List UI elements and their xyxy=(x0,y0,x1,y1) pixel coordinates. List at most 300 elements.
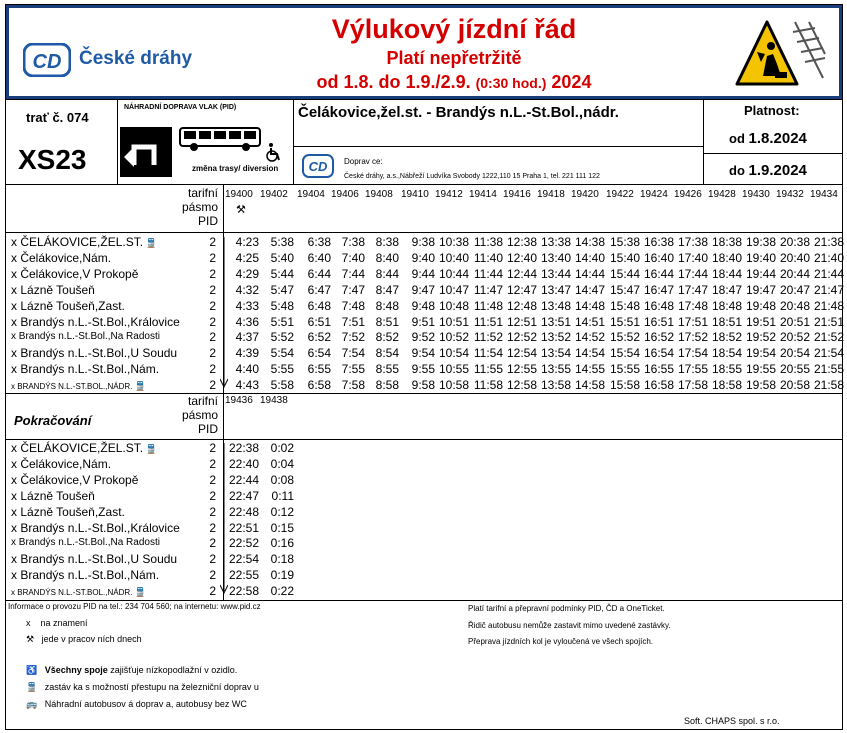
departure-time: 15:40 xyxy=(609,250,640,265)
stop-name: x BRANDÝS N.L.-ST.BOL.,NÁDR. 🚆 xyxy=(11,381,147,392)
legend-workdays: ⚒ jede v pracov ních dnech xyxy=(26,634,142,644)
train-number: 19420 xyxy=(571,189,599,200)
departure-time: 5:47 xyxy=(270,282,294,297)
departure-time: 21:58 xyxy=(813,378,844,393)
departure-time: 0:18 xyxy=(270,552,294,567)
tariff-zone: 2 xyxy=(209,298,216,313)
stop-name: x Čelákovice,Nám. xyxy=(11,456,112,471)
departure-time: 15:54 xyxy=(609,346,640,361)
workday-icon: ⚒ xyxy=(236,204,246,216)
bus-small-icon: 🚌 xyxy=(26,699,38,709)
departure-time: 8:38 xyxy=(375,235,399,249)
departure-time: 14:48 xyxy=(574,298,605,313)
departure-time: 17:54 xyxy=(677,346,708,361)
departure-time: 5:38 xyxy=(270,235,294,249)
departure-time: 15:44 xyxy=(609,266,640,281)
brand-name: České dráhy xyxy=(79,48,193,69)
departure-time: 14:54 xyxy=(574,346,605,361)
departure-time: 15:48 xyxy=(609,298,640,313)
train-transfer-icon: 🚆 xyxy=(143,444,157,454)
departure-time: 19:52 xyxy=(745,330,776,345)
departure-time: 6:47 xyxy=(307,282,331,297)
train-number: 19436 xyxy=(225,395,253,406)
departure-time: 11:48 xyxy=(473,298,503,313)
departure-time: 13:48 xyxy=(540,298,571,313)
departure-time: 22:38 xyxy=(228,441,259,455)
tariff-zone: 2 xyxy=(209,536,216,551)
legend-request-stop: x na znamení xyxy=(26,618,88,628)
stop-name: x ČELÁKOVICE,ŽEL.ST. 🚆 xyxy=(11,441,157,455)
departure-time: 16:48 xyxy=(643,298,674,313)
departure-time: 19:48 xyxy=(745,298,776,313)
departure-time: 18:48 xyxy=(711,298,742,313)
departure-time: 20:38 xyxy=(779,235,810,249)
software-credit: Soft. CHAPS spol. s r.o. xyxy=(684,716,780,726)
departure-time: 13:38 xyxy=(540,235,571,249)
departure-time: 13:54 xyxy=(540,346,571,361)
departure-time: 5:54 xyxy=(270,346,294,361)
departure-time: 8:47 xyxy=(375,282,399,297)
train-number: 19432 xyxy=(776,189,804,200)
departure-time: 14:44 xyxy=(574,266,605,281)
departure-time: 20:47 xyxy=(779,282,810,297)
departure-time: 16:40 xyxy=(643,250,674,265)
train-transfer-icon: 🚆 xyxy=(132,381,147,392)
departure-time: 6:44 xyxy=(307,266,331,281)
departure-time: 10:47 xyxy=(438,282,469,297)
diversion-sign-icon xyxy=(120,127,172,177)
replacement-label: NÁHRADNÍ DOPRAVA VLAK (PID) xyxy=(124,104,237,111)
departure-time: 20:54 xyxy=(779,346,810,361)
departure-time: 10:40 xyxy=(438,250,469,265)
departure-time: 12:55 xyxy=(506,362,537,377)
departure-time: 14:40 xyxy=(574,250,605,265)
departure-time: 0:12 xyxy=(270,504,294,519)
departure-time: 0:16 xyxy=(270,536,294,551)
departure-time: 13:44 xyxy=(540,266,571,281)
departure-time: 19:55 xyxy=(745,362,776,377)
tariff-zone: 2 xyxy=(209,441,216,455)
departure-time: 17:44 xyxy=(677,266,708,281)
departure-time: 10:51 xyxy=(438,314,469,329)
departure-time: 11:52 xyxy=(473,330,503,345)
cd-logo-icon xyxy=(23,43,71,77)
departure-time: 7:44 xyxy=(341,266,365,281)
validity-label: Platnost: xyxy=(744,103,800,118)
departure-time: 19:51 xyxy=(745,314,776,329)
diversion-label: změna trasy/ diversion xyxy=(192,164,279,173)
departure-time: 4:33 xyxy=(235,298,259,313)
page-subtitle: Platí nepřetržitě xyxy=(386,48,522,68)
departure-time: 0:19 xyxy=(270,568,294,583)
departure-time: 12:38 xyxy=(506,235,537,249)
departure-time: 21:52 xyxy=(813,330,844,345)
tariff-zone: 2 xyxy=(209,504,216,519)
departure-time: 18:40 xyxy=(711,250,742,265)
train-number: 19438 xyxy=(260,395,288,406)
departure-time: 21:38 xyxy=(813,235,844,249)
departure-time: 18:44 xyxy=(711,266,742,281)
departure-time: 12:44 xyxy=(506,266,537,281)
departure-time: 10:48 xyxy=(438,298,469,313)
stop-name: x Brandýs n.L.-St.Bol.,Nám. xyxy=(11,362,160,377)
departure-time: 7:51 xyxy=(341,314,365,329)
train-transfer-icon: 🚆 xyxy=(132,587,147,598)
departure-time: 22:54 xyxy=(228,552,259,567)
departure-time: 5:51 xyxy=(270,314,294,329)
departure-time: 17:48 xyxy=(677,298,708,313)
stop-name: x Brandýs n.L.-St.Bol.,Královice xyxy=(11,520,180,535)
direction-arrow-icon xyxy=(220,443,228,600)
departure-time: 11:54 xyxy=(473,346,503,361)
tariff-zone: 2 xyxy=(209,456,216,471)
stop-name: x Brandýs n.L.-St.Bol.,Královice xyxy=(11,314,180,329)
departure-time: 16:52 xyxy=(643,330,674,345)
departure-time: 11:51 xyxy=(473,314,503,329)
departure-time: 11:47 xyxy=(473,282,503,297)
departure-time: 8:54 xyxy=(375,346,399,361)
departure-time: 6:40 xyxy=(307,250,331,265)
departure-time: 10:55 xyxy=(438,362,469,377)
departure-time: 17:58 xyxy=(677,378,708,393)
departure-time: 6:54 xyxy=(307,346,331,361)
bike-note: Přeprava jízdních kol je vyloučená ve všech spojích. xyxy=(468,637,653,646)
tariff-zone: 2 xyxy=(209,250,216,265)
departure-time: 17:40 xyxy=(677,250,708,265)
departure-time: 14:47 xyxy=(574,282,605,297)
departure-time: 17:47 xyxy=(677,282,708,297)
departure-time: 19:38 xyxy=(745,235,776,249)
departure-time: 6:38 xyxy=(307,235,331,249)
line-number: XS23 xyxy=(18,144,87,175)
header xyxy=(6,5,842,99)
departure-time: 14:58 xyxy=(574,378,605,393)
departure-time: 9:51 xyxy=(411,314,435,329)
tariff-zone: 2 xyxy=(209,346,216,361)
svg-text:CD: CD xyxy=(308,159,328,174)
tariff-zone: 2 xyxy=(209,362,216,377)
departure-time: 17:52 xyxy=(677,330,708,345)
train-number: 19424 xyxy=(640,189,668,200)
departure-time: 15:47 xyxy=(609,282,640,297)
departure-time: 20:51 xyxy=(779,314,810,329)
departure-time: 16:55 xyxy=(643,362,674,377)
valid-from: od 1.8.2024 xyxy=(729,130,807,147)
departure-time: 10:44 xyxy=(438,266,469,281)
departure-time: 9:47 xyxy=(411,282,435,297)
departure-time: 15:38 xyxy=(609,235,640,249)
pid-info: Informace o provozu PID na tel.: 234 704 560; na internetu: www.pid.cz xyxy=(8,602,261,611)
departure-time: 9:54 xyxy=(411,346,435,361)
departure-time: 18:38 xyxy=(711,235,742,249)
departure-time: 13:55 xyxy=(540,362,571,377)
departure-time: 20:58 xyxy=(779,378,810,393)
stop-name: x Lázně Toušeň,Zast. xyxy=(11,298,125,313)
departure-time: 8:55 xyxy=(375,362,399,377)
stop-name: x Brandýs n.L.-St.Bol.,U Soudu xyxy=(11,552,178,567)
departure-time: 5:44 xyxy=(270,266,294,281)
tariff-zone: 2 xyxy=(209,378,216,393)
departure-time: 7:38 xyxy=(341,235,365,249)
timetable-page xyxy=(5,4,843,730)
tariff-zone: 2 xyxy=(209,282,216,297)
departure-time: 0:11 xyxy=(271,488,294,503)
departure-time: 4:43 xyxy=(235,378,259,393)
stop-name: x Brandýs n.L.-St.Bol.,Nám. xyxy=(11,568,160,583)
departure-time: 0:04 xyxy=(270,456,294,471)
tariff-zone-header: tarifní pásmo PID xyxy=(181,186,218,228)
train-number: 19416 xyxy=(503,189,531,200)
departure-time: 6:55 xyxy=(307,362,331,377)
departure-time: 16:58 xyxy=(643,378,674,393)
departure-time: 9:40 xyxy=(411,250,435,265)
departure-time: 9:38 xyxy=(411,235,435,249)
stop-name: x Brandýs n.L.-St.Bol.,Na Radosti xyxy=(11,331,160,343)
train-number: 19430 xyxy=(742,189,770,200)
departure-time: 15:58 xyxy=(609,378,640,393)
operator-label: Doprav ce: xyxy=(344,157,383,166)
stop-name: x Brandýs n.L.-St.Bol.,U Soudu xyxy=(11,346,178,361)
validity-period: od 1.8. do 1.9./2.9. (0:30 hod.) 2024 xyxy=(316,72,592,92)
departure-time: 16:47 xyxy=(643,282,674,297)
departure-time: 5:55 xyxy=(270,362,294,377)
departure-time: 4:36 xyxy=(235,314,259,329)
tariff-zone: 2 xyxy=(209,552,216,567)
departure-time: 14:38 xyxy=(574,235,605,249)
departure-time: 4:29 xyxy=(235,266,259,281)
train-number: 19428 xyxy=(708,189,736,200)
tariff-zone: 2 xyxy=(209,330,216,345)
departure-time: 10:52 xyxy=(438,330,469,345)
stop-name: x Čelákovice,V Prokopě xyxy=(11,472,139,487)
departure-time: 22:40 xyxy=(228,456,259,471)
valid-to: do 1.9.2024 xyxy=(729,162,807,179)
departure-time: 20:44 xyxy=(779,266,810,281)
train-transfer-icon: 🚆 xyxy=(143,238,157,248)
train-number: 19434 xyxy=(810,189,838,200)
departure-time: 7:58 xyxy=(341,378,365,393)
departure-time: 18:51 xyxy=(711,314,742,329)
departure-time: 13:40 xyxy=(540,250,571,265)
departure-time: 4:39 xyxy=(235,346,259,361)
departure-time: 19:58 xyxy=(745,378,776,393)
tariff-zone: 2 xyxy=(209,488,216,503)
departure-time: 20:52 xyxy=(779,330,810,345)
departure-time: 0:22 xyxy=(270,584,294,599)
departure-time: 12:47 xyxy=(506,282,537,297)
departure-time: 17:55 xyxy=(677,362,708,377)
departure-time: 18:52 xyxy=(711,330,742,345)
departure-time: 21:55 xyxy=(813,362,844,377)
departure-time: 22:58 xyxy=(228,584,259,599)
departure-time: 20:40 xyxy=(779,250,810,265)
departure-time: 12:58 xyxy=(506,378,537,393)
departure-time: 4:40 xyxy=(235,362,259,377)
roadworks-warning-icon xyxy=(735,18,827,94)
departure-time: 20:48 xyxy=(779,298,810,313)
departure-time: 0:02 xyxy=(270,441,294,455)
departure-time: 15:55 xyxy=(609,362,640,377)
train-number: 19412 xyxy=(435,189,463,200)
legend-accessible: ♿ Všechny spoje zajišťuje nízkopodlažní v ozidlo. xyxy=(26,665,238,675)
train-number: 19406 xyxy=(331,189,359,200)
wheelchair-icon xyxy=(264,142,282,162)
departure-time: 12:40 xyxy=(506,250,537,265)
departure-time: 19:47 xyxy=(745,282,776,297)
train-number: 19410 xyxy=(401,189,429,200)
departure-time: 15:52 xyxy=(609,330,640,345)
departure-time: 11:38 xyxy=(473,235,503,249)
driver-note: Řidič autobusu nemůže zastavit mimo uvedené zastávky. xyxy=(468,621,671,630)
departure-time: 21:44 xyxy=(813,266,844,281)
tariff-zone-header-2: tarifní pásmo PID xyxy=(181,394,218,436)
departure-time: 7:54 xyxy=(341,346,365,361)
departure-time: 22:44 xyxy=(228,472,259,487)
departure-time: 7:55 xyxy=(341,362,365,377)
departure-time: 9:44 xyxy=(411,266,435,281)
departure-time: 8:44 xyxy=(375,266,399,281)
train-number: 19400 xyxy=(225,189,253,200)
departure-time: 7:52 xyxy=(341,330,365,345)
departure-time: 8:48 xyxy=(375,298,399,313)
departure-time: 18:55 xyxy=(711,362,742,377)
wheelchair-small-icon: ♿ xyxy=(26,665,38,675)
train-number: 19422 xyxy=(606,189,634,200)
page-title: Výlukový jízdní řád xyxy=(331,14,577,44)
departure-time: 5:48 xyxy=(270,298,294,313)
departure-time: 20:55 xyxy=(779,362,810,377)
tariff-zone: 2 xyxy=(209,472,216,487)
tariff-zone: 2 xyxy=(209,520,216,535)
tariff-zone: 2 xyxy=(209,266,216,281)
departure-time: 4:37 xyxy=(235,330,259,345)
train-small-icon: 🚆 xyxy=(26,682,38,692)
departure-time: 6:58 xyxy=(307,378,331,393)
departure-time: 11:40 xyxy=(473,250,503,265)
departure-time: 13:52 xyxy=(540,330,571,345)
stop-name: x Lázně Toušeň xyxy=(11,488,95,503)
departure-time: 5:58 xyxy=(270,378,294,393)
stop-name: x Lázně Toušeň,Zast. xyxy=(11,504,125,519)
departure-time: 15:51 xyxy=(609,314,640,329)
route-header xyxy=(6,99,842,185)
direction-arrow-icon xyxy=(220,237,228,394)
departure-time: 19:44 xyxy=(745,266,776,281)
departure-time: 6:48 xyxy=(307,298,331,313)
departure-time: 4:25 xyxy=(235,250,259,265)
line-track: trať č. 074 xyxy=(26,110,89,125)
departure-time: 16:44 xyxy=(643,266,674,281)
train-number: 19402 xyxy=(260,189,288,200)
departure-time: 6:52 xyxy=(307,330,331,345)
departure-time: 11:58 xyxy=(473,378,503,393)
continuation-label: Pokračování xyxy=(14,413,92,428)
departure-time: 18:54 xyxy=(711,346,742,361)
stop-name: x Brandýs n.L.-St.Bol.,Na Radosti xyxy=(11,537,160,549)
departure-time: 18:47 xyxy=(711,282,742,297)
departure-time: 16:51 xyxy=(643,314,674,329)
stop-name: x ČELÁKOVICE,ŽEL.ST. 🚆 xyxy=(11,235,157,249)
departure-time: 4:23 xyxy=(235,235,259,249)
stop-name: x BRANDÝS N.L.-ST.BOL.,NÁDR. 🚆 xyxy=(11,587,147,598)
departure-time: 12:54 xyxy=(506,346,537,361)
departure-time: 19:40 xyxy=(745,250,776,265)
departure-time: 5:40 xyxy=(270,250,294,265)
departure-time: 7:40 xyxy=(341,250,365,265)
departure-time: 10:58 xyxy=(438,378,469,393)
stop-name: x Lázně Toušeň xyxy=(11,282,95,297)
departure-time: 10:38 xyxy=(438,235,469,249)
departure-time: 12:48 xyxy=(506,298,537,313)
departure-time: 14:52 xyxy=(574,330,605,345)
train-number: 19414 xyxy=(469,189,497,200)
legend-bus: 🚌 Náhradní autobusov á doprav a, autobusy bez WC xyxy=(26,699,247,709)
cd-small-logo-icon xyxy=(302,154,334,178)
departure-time: 21:51 xyxy=(813,314,844,329)
departure-time: 13:58 xyxy=(540,378,571,393)
departure-time: 21:47 xyxy=(813,282,844,297)
departure-time: 8:40 xyxy=(375,250,399,265)
train-number: 19404 xyxy=(297,189,325,200)
departure-time: 11:55 xyxy=(473,362,503,377)
departure-time: 16:54 xyxy=(643,346,674,361)
departure-time: 22:48 xyxy=(228,504,259,519)
departure-time: 7:47 xyxy=(341,282,365,297)
departure-time: 7:48 xyxy=(341,298,365,313)
departure-time: 16:38 xyxy=(643,235,674,249)
departure-time: 22:51 xyxy=(228,520,259,535)
departure-time: 21:48 xyxy=(813,298,844,313)
train-number: 19408 xyxy=(365,189,393,200)
stop-name: x Čelákovice,V Prokopě xyxy=(11,266,139,281)
departure-time: 21:54 xyxy=(813,346,844,361)
departure-time: 22:52 xyxy=(228,536,259,551)
departure-time: 10:54 xyxy=(438,346,469,361)
departure-time: 17:38 xyxy=(677,235,708,249)
departure-time: 8:51 xyxy=(375,314,399,329)
departure-time: 13:47 xyxy=(540,282,571,297)
departure-time: 4:32 xyxy=(235,282,259,297)
departure-time: 9:52 xyxy=(411,330,435,345)
departure-time: 8:52 xyxy=(375,330,399,345)
departure-time: 9:55 xyxy=(411,362,435,377)
train-number: 19418 xyxy=(537,189,565,200)
departure-time: 5:52 xyxy=(270,330,294,345)
operator-info: České dráhy, a.s.,Nábřeží Ludvíka Svobody 1222,110 15 Praha 1, tel. 221 111 122 xyxy=(344,173,600,180)
departure-time: 14:51 xyxy=(574,314,605,329)
departure-time: 0:08 xyxy=(270,472,294,487)
route-name: Čelákovice,žel.st. - Brandýs n.L.-St.Bol.,nádr. xyxy=(298,104,619,121)
departure-time: 17:51 xyxy=(677,314,708,329)
departure-time: 22:47 xyxy=(228,488,259,503)
departure-time: 9:58 xyxy=(411,378,435,393)
departure-time: 18:58 xyxy=(711,378,742,393)
tariff-zone: 2 xyxy=(209,314,216,329)
departure-time: 11:44 xyxy=(473,266,503,281)
departure-time: 12:51 xyxy=(506,314,537,329)
departure-time: 21:40 xyxy=(813,250,844,265)
legend-train-transfer: 🚆 zastáv ka s možností přestupu na železniční doprav u xyxy=(26,682,259,692)
departure-time: 8:58 xyxy=(375,378,399,393)
departure-time: 12:52 xyxy=(506,330,537,345)
svg-text:CD: CD xyxy=(32,51,62,73)
tariff-zone: 2 xyxy=(209,235,216,249)
departure-time: 13:51 xyxy=(540,314,571,329)
departure-time: 22:55 xyxy=(228,568,259,583)
departure-time: 14:55 xyxy=(574,362,605,377)
departure-time: 9:48 xyxy=(411,298,435,313)
tariff-zone: 2 xyxy=(209,584,216,599)
